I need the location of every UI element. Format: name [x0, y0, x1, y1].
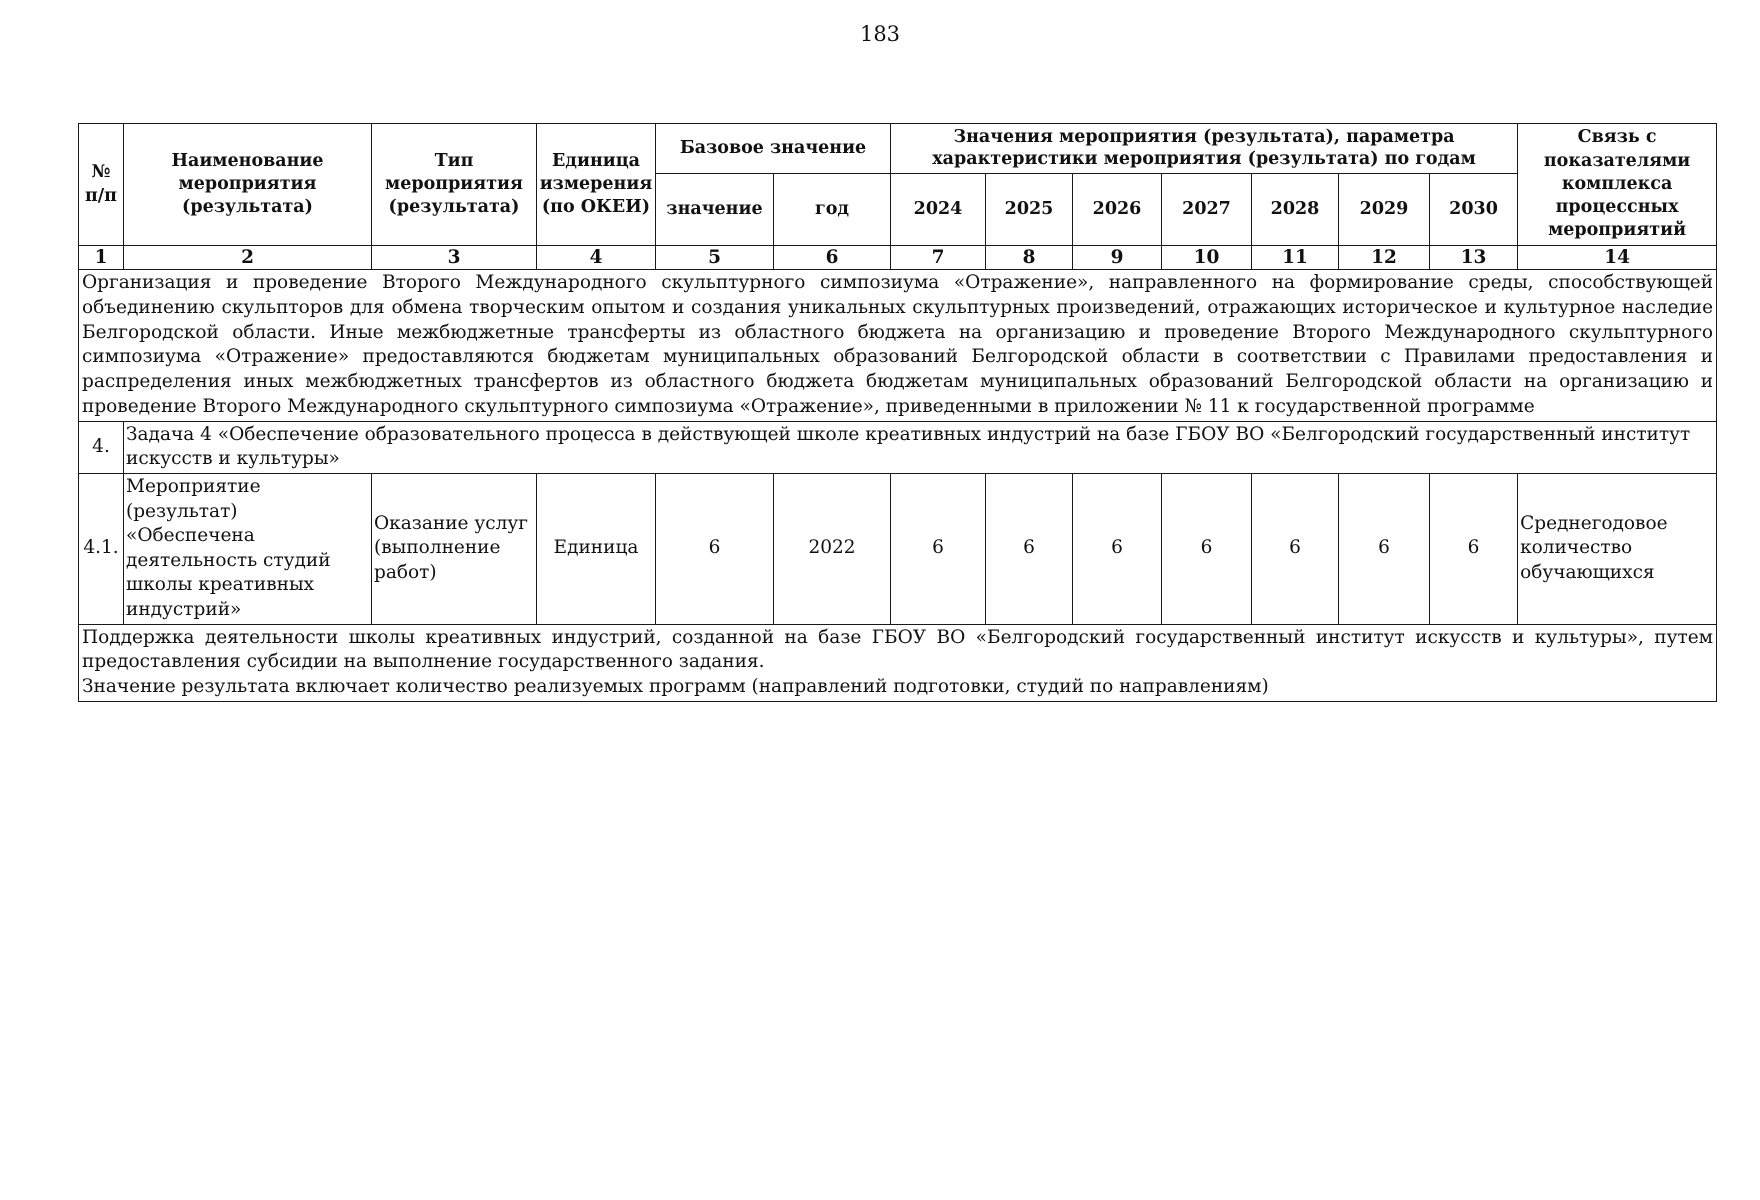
column-number: 14 [1518, 246, 1717, 270]
header-year: 2024 [891, 174, 986, 246]
description-cell [79, 624, 1717, 701]
header-link: Связь с показателями комплекса процессных мероприятий [1518, 124, 1717, 246]
column-number: 11 [1252, 246, 1339, 270]
header-base-year: год [774, 174, 891, 246]
result-base-value: 6 [656, 474, 774, 625]
description-row [79, 624, 1717, 701]
description-row [79, 270, 1717, 422]
header-values: Значения мероприятия (результата), параметра характеристики мероприятия (результата) по годам [891, 124, 1518, 174]
description-line: Значение результата включает количество реализуемых программ (направлений подготовки, студий по направлениям) [82, 676, 1269, 698]
result-year-value: 6 [986, 474, 1073, 625]
page-number: 183 [859, 22, 901, 46]
task-number: 4. [79, 421, 124, 473]
header-year: 2028 [1252, 174, 1339, 246]
results-table [78, 123, 1717, 702]
header-base: Базовое значение [656, 124, 891, 174]
header-base-value: значение [656, 174, 774, 246]
header-type: Тип мероприятия (результата) [372, 124, 537, 246]
header-unit: Единица измерения (по ОКЕИ) [537, 124, 656, 246]
column-number: 2 [124, 246, 372, 270]
header-number: № п/п [79, 124, 124, 246]
result-year-value: 6 [1430, 474, 1518, 625]
column-number: 5 [656, 246, 774, 270]
result-number: 4.1. [79, 474, 124, 625]
result-year-value: 6 [1339, 474, 1430, 625]
result-base-year: 2022 [774, 474, 891, 625]
column-number: 7 [891, 246, 986, 270]
result-year-value: 6 [1162, 474, 1252, 625]
column-number-row [79, 246, 1717, 270]
result-name: Мероприятие (результат) «Обеспечена деятельность студий школы креативных индустрий» [124, 474, 372, 625]
result-row [79, 474, 1717, 625]
result-year-value: 6 [1073, 474, 1162, 625]
header-year: 2030 [1430, 174, 1518, 246]
column-number: 8 [986, 246, 1073, 270]
header-year: 2027 [1162, 174, 1252, 246]
header-year: 2026 [1073, 174, 1162, 246]
table-header [79, 124, 1717, 246]
description-text: Организация и проведение Второго Международного скульптурного симпозиума «Отражение», направленного на формирование среды, способствующей объединению скульпторов для обмена творческим опытом и создания уникальных скульптурных произведений, отражающих историческое и культурное наследие Белгородской области. Иные межбюджетные трансферты из областного бюджета на организацию и проведение Второго Международного скульптурного симпозиума «Отражение» предоставляются бюджетам муниципальных образований Белгородской области в соответствии с Правилами предоставления и распределения иных межбюджетных трансфертов из областного бюджета бюджетам муниципальных образований Белгородской области на организацию и проведение Второго Международного скульптурного симпозиума «Отражение», приведенными в приложении № 11 к государственной программе [79, 270, 1717, 422]
column-number: 13 [1430, 246, 1518, 270]
result-unit: Единица [537, 474, 656, 625]
result-year-value: 6 [891, 474, 986, 625]
task-text: Задача 4 «Обеспечение образовательного процесса в действующей школе креативных индустрий на базе ГБОУ ВО «Белгородский государственный институт искусств и культуры» [124, 421, 1717, 473]
result-link: Среднегодовое количество обучающихся [1518, 474, 1717, 625]
column-number: 6 [774, 246, 891, 270]
column-number: 3 [372, 246, 537, 270]
column-number: 1 [79, 246, 124, 270]
description-line: Поддержка деятельности школы креативных индустрий, созданной на базе ГБОУ ВО «Белгородский государственный институт искусств и культуры», путем предоставления субсидии на выполнение государственного задания. [82, 626, 1714, 673]
column-number: 12 [1339, 246, 1430, 270]
result-year-value: 6 [1252, 474, 1339, 625]
header-year: 2029 [1339, 174, 1430, 246]
column-number: 4 [537, 246, 656, 270]
header-year: 2025 [986, 174, 1073, 246]
task-row [79, 421, 1717, 473]
result-type: Оказание услуг (выполнение работ) [372, 474, 537, 625]
column-number: 10 [1162, 246, 1252, 270]
header-name: Наименование мероприятия (результата) [124, 124, 372, 246]
column-number: 9 [1073, 246, 1162, 270]
